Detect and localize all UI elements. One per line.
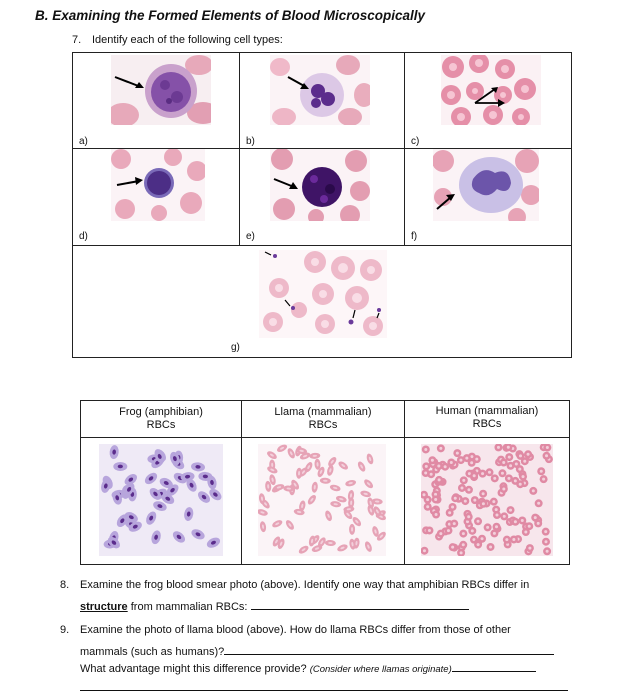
- human-rbc: [542, 538, 550, 546]
- human-rbc: [425, 526, 433, 534]
- rbc-header-frog: [81, 401, 242, 438]
- human-rbc: [453, 449, 461, 457]
- human-rbc: [543, 452, 551, 460]
- human-rbc: [521, 457, 529, 465]
- question-7-text: Identify each of the following cell types:: [92, 34, 283, 46]
- cell-box-e: [240, 149, 405, 246]
- human-rbc: [511, 518, 519, 526]
- question-7-number: 7.: [72, 34, 82, 46]
- human-rbc: [458, 484, 466, 492]
- question-7: [72, 34, 283, 46]
- llama-header-line1: Llama (mammalian): [274, 406, 372, 418]
- human-rbc: [524, 450, 532, 458]
- cell-label-g: g): [231, 342, 240, 353]
- question-9-line3-text: What advantage might this difference provide?: [80, 663, 307, 675]
- human-rbc: [479, 490, 487, 498]
- human-rbc: [500, 485, 508, 493]
- frog-header-line1: Frog (amphibian): [119, 406, 203, 418]
- human-rbc: [435, 476, 443, 484]
- human-rbc: [459, 530, 467, 538]
- human-rbc: [465, 513, 473, 521]
- cell-label-e: e): [246, 231, 255, 242]
- micrograph-e: [270, 149, 370, 221]
- frog-rbc: [113, 462, 127, 471]
- human-rbc: [537, 467, 545, 475]
- cell-box-f: [405, 149, 572, 246]
- human-rbc: [522, 528, 530, 536]
- human-header-line1: Human (mammalian): [435, 405, 539, 417]
- cell-label-f: f): [411, 231, 418, 242]
- human-rbc: [490, 498, 498, 506]
- question-9: [60, 623, 511, 637]
- human-rbc: [474, 541, 482, 549]
- question-8-line2: [80, 599, 469, 614]
- question-8-number: 8.: [60, 579, 70, 591]
- frog-header-line2: RBCs: [146, 419, 176, 431]
- cell-box-c: [405, 53, 572, 149]
- human-rbc: [432, 511, 440, 519]
- frog-rbc-micrograph: [99, 444, 223, 556]
- micrograph-c: [441, 55, 541, 125]
- human-rbc: [446, 509, 454, 517]
- human-rbc: [437, 444, 445, 452]
- human-rbc: [542, 528, 550, 536]
- human-rbc: [471, 496, 479, 504]
- human-rbc: [529, 487, 537, 495]
- rbc-comparison-table: [80, 400, 570, 565]
- cell-label-a: a): [79, 136, 88, 147]
- cell-box-d: [73, 149, 240, 246]
- human-rbc: [449, 543, 457, 551]
- human-rbc: [468, 527, 476, 535]
- question-9-hint: (Consider where llamas originate): [309, 664, 452, 675]
- human-rbc: [493, 511, 501, 519]
- question-9-line3: [80, 661, 536, 677]
- human-photo-cell: [405, 438, 570, 565]
- llama-rbc: [349, 524, 355, 535]
- llama-photo-cell: [242, 438, 405, 565]
- human-rbc: [512, 460, 520, 468]
- human-rbc: [507, 506, 515, 514]
- human-rbc: [510, 535, 518, 543]
- human-rbc: [451, 494, 459, 502]
- human-rbc: [470, 472, 478, 480]
- human-rbc: [526, 544, 534, 552]
- human-rbc: [484, 523, 492, 531]
- frog-photo-cell: [81, 438, 242, 565]
- micrograph-b: [270, 55, 370, 125]
- human-rbc: [479, 500, 487, 508]
- question-9-line2-text: mammals (such as humans)?: [80, 646, 225, 658]
- question-9-number: 9.: [60, 624, 70, 636]
- human-rbc: [540, 475, 548, 483]
- cell-box-b: [240, 53, 405, 149]
- question-8-line2-text: from mammalian RBCs:: [127, 601, 248, 613]
- human-rbc: [422, 445, 430, 453]
- human-rbc: [543, 547, 551, 555]
- human-rbc: [474, 517, 482, 525]
- question-8: [60, 578, 529, 592]
- human-rbc: [505, 453, 513, 461]
- human-rbc: [535, 499, 543, 507]
- human-rbc: [534, 519, 542, 527]
- human-rbc: [485, 468, 493, 476]
- human-rbc-micrograph: [421, 444, 553, 556]
- human-rbc: [444, 527, 452, 535]
- human-rbc: [450, 520, 458, 528]
- question-8-answer-blank[interactable]: [251, 599, 469, 610]
- human-rbc: [424, 496, 432, 504]
- human-rbc: [457, 456, 465, 464]
- human-rbc: [441, 463, 449, 471]
- question-8-emphasis: structure: [80, 601, 128, 613]
- human-rbc: [428, 456, 436, 464]
- human-rbc: [432, 495, 440, 503]
- cell-label-c: c): [411, 136, 420, 147]
- human-rbc: [493, 523, 501, 531]
- question-9-answer-blank-2[interactable]: [452, 661, 536, 672]
- human-rbc: [519, 473, 527, 481]
- question-9-line1: Examine the photo of llama blood (above). How do llama RBCs differ from those of other: [80, 624, 511, 636]
- cell-label-d: d): [79, 231, 88, 242]
- rbc-header-human: [405, 401, 570, 438]
- human-rbc: [460, 476, 468, 484]
- cell-label-b: b): [246, 136, 255, 147]
- human-rbc: [498, 469, 506, 477]
- rbc-header-llama: [242, 401, 405, 438]
- question-9-line2: [80, 644, 554, 659]
- micrograph-f: [433, 149, 539, 221]
- human-rbc: [459, 541, 467, 549]
- question-8-line1: Examine the frog blood smear photo (above). Identify one way that amphibian RBCs differ in: [80, 579, 530, 591]
- human-rbc: [437, 530, 445, 538]
- cell-box-a: [73, 53, 240, 149]
- cell-box-g: [73, 246, 572, 358]
- human-rbc: [516, 480, 524, 488]
- human-rbc: [500, 512, 508, 520]
- human-rbc: [473, 455, 481, 463]
- section-heading: B. Examining the Formed Elements of Blood Microscopically: [35, 8, 426, 23]
- human-rbc: [461, 497, 469, 505]
- micrograph-d: [111, 149, 205, 221]
- micrograph-a: [111, 55, 211, 125]
- llama-header-line2: RBCs: [308, 419, 338, 431]
- question-9-answer-line-3[interactable]: [80, 690, 568, 691]
- human-rbc: [505, 474, 513, 482]
- human-rbc: [465, 486, 473, 494]
- human-rbc: [487, 543, 495, 551]
- micrograph-g: [259, 250, 387, 338]
- llama-rbc-micrograph: [258, 444, 386, 556]
- human-header-line2: RBCs: [472, 418, 502, 430]
- human-rbc: [491, 474, 499, 482]
- question-9-answer-blank-1[interactable]: [224, 644, 554, 655]
- cell-identification-table: [72, 52, 572, 358]
- human-rbc: [503, 536, 511, 544]
